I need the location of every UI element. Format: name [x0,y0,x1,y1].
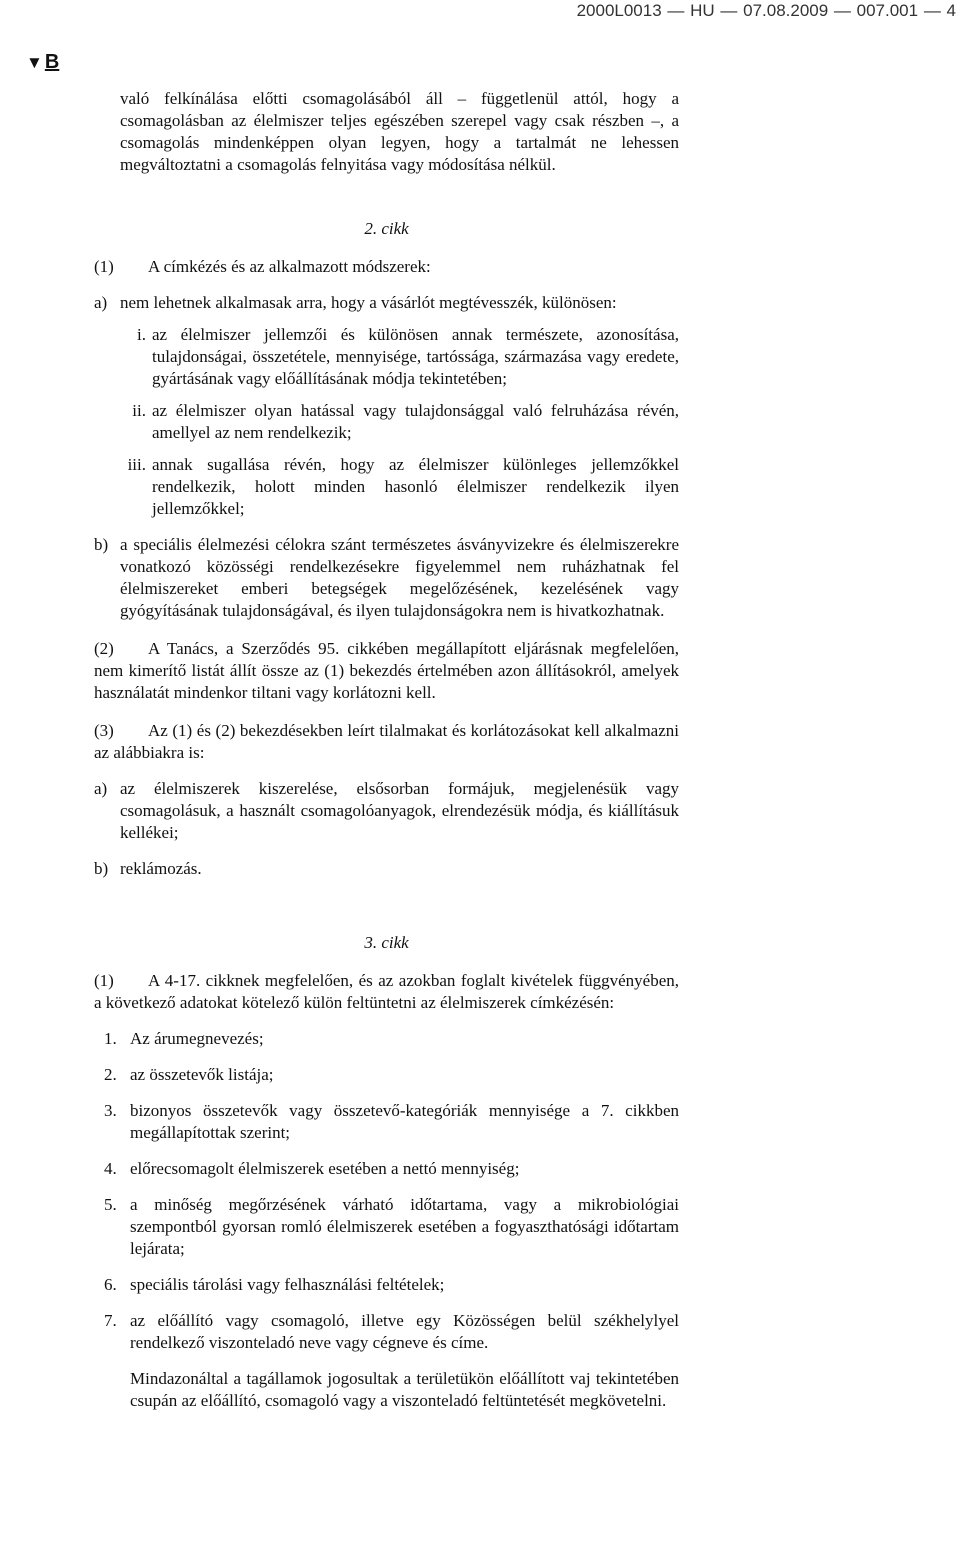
item-text: Az árumegnevezés; [130,1029,264,1048]
article-3-title: 3. cikk [364,933,409,952]
para-number: (2) [94,639,114,658]
item-label: 2. [104,1065,117,1084]
item-label: b) [94,535,109,554]
document-header: 2000L0013 — HU — 07.08.2009 — 007.001 — 4 [576,1,956,20]
article-2-para-2 [94,638,679,704]
item-text: a minőség megőrzésének várható időtartama, vagy a mikrobiológiai szempontból gyorsan romló élelmiszerek esetében a fogyaszthatósági időtartam lejárata; [130,1195,679,1258]
sub-item-text: annak sugallása révén, hogy az élelmiszer különleges jellemzőkkel rendelkezik, holott minden hasonló élelmiszer rendelkezik ilyen jellemzőkkel; [152,455,679,518]
document-body [94,88,679,1412]
item-label: 4. [104,1159,117,1178]
list-item [94,778,679,844]
sub-item-label: i. [137,325,146,344]
article-3-para-1 [94,970,679,1014]
sub-item-text: az élelmiszer jellemzői és különösen annak természete, azonosítása, tulajdonságai, összetétele, mennyisége, tartóssága, származása vagy eredete, gyártásának vagy előállításának módja tekintetében; [152,325,679,388]
numbered-item [104,1158,679,1180]
item-text: nem lehetnek alkalmasak arra, hogy a vásárlót megtévesszék, különösen: [120,293,617,312]
list-item [94,292,679,314]
item-text: az előállító vagy csomagoló, illetve egy Közösségen belül székhelylyel rendelkező viszonteladó neve vagy cégneve és címe. [130,1311,679,1352]
numbered-item [104,1064,679,1086]
article-2-para-1 [94,256,679,278]
item-text: előrecsomagolt élelmiszerek esetében a nettó mennyiség; [130,1159,520,1178]
item-label: 6. [104,1275,117,1294]
item-label: a) [94,779,108,798]
item-text: reklámozás. [120,859,202,878]
sub-item-label: iii. [127,455,146,474]
para-number: (1) [94,971,114,990]
para-text: A 4-17. cikknek megfelelően, és az azokban foglalt kivételek függvényében, a következő adatokat kötelező külön feltüntetni az élelmiszerek címkézésén: [94,971,679,1012]
triangle-down-icon: ▼ [26,53,43,72]
item-text: speciális tárolási vagy felhasználási feltételek; [130,1275,445,1294]
closing-paragraph: Mindazonáltal a tagállamok jogosultak a területükön előállított vaj tekintetében csupán az előállító, csomagoló vagy a viszonteladó feltüntetését megkövetelni. [130,1369,679,1410]
para-text: Az (1) és (2) bekezdésekben leírt tilalmakat és korlátozásokat kell alkalmazni az alábbiakra is: [94,721,679,762]
numbered-item [104,1274,679,1296]
para-number: (3) [94,721,114,740]
sub-item [120,454,679,520]
sub-item-label: ii. [132,401,146,420]
list-item [94,858,679,880]
sub-item [120,324,679,390]
item-text: bizonyos összetevők vagy összetevő-kategóriák mennyisége a 7. cikkben megállapítottak szerint; [130,1101,679,1142]
item-text: az élelmiszerek kiszerelése, elsősorban formájuk, megjelenésük vagy csomagolásuk, a használt csomagolóanyagok, elrendezésük módja, és kiállításuk kellékei; [120,779,679,842]
item-label: b) [94,859,109,878]
para-text: A Tanács, a Szerződés 95. cikkében megállapított eljárásnak megfelelően, nem kimerítő listát állít össze az (1) bekezdés értelmében azon állításokról, amelyek használatát mindenkor tiltani vagy korlátozni kell. [94,639,679,702]
item-label: 3. [104,1101,117,1120]
item-label: 7. [104,1311,117,1330]
item-label: 1. [104,1029,117,1048]
article-2-title: 2. cikk [364,219,409,238]
intro-paragraph: való felkínálása előtti csomagolásából áll – függetlenül attól, hogy a csomagolásban az élelmiszer teljes egészében szerepel vagy csak részben –, a csomagolás mindenképpen olyan legyen, hogy a tartalmát ne lehessen megváltoztatni a csomagolás felnyitása vagy módosítása nélkül. [120,89,679,174]
numbered-item [104,1310,679,1354]
para-text: A címkézés és az alkalmazott módszerek: [148,257,431,276]
numbered-item [104,1194,679,1260]
list-item [94,534,679,622]
amendment-marker [26,50,59,75]
item-label: 5. [104,1195,117,1214]
sub-item-text: az élelmiszer olyan hatással vagy tulajdonsággal való felruházása révén, amellyel az nem rendelkezik; [152,401,679,442]
numbered-item [104,1100,679,1144]
item-text: az összetevők listája; [130,1065,274,1084]
numbered-item [104,1028,679,1050]
article-2-para-3 [94,720,679,764]
para-number: (1) [94,257,114,276]
item-text: a speciális élelmezési célokra szánt természetes ásványvizekre és élelmiszerekre vonatkozó közösségi rendelkezésekre figyelemmel nem ruházhatnak fel élelmiszereket emberi betegségek megelőzésének, kezelésének vagy gyógyításának tulajdonságával, és ilyen tulajdonságokra nem is hivatkozhatnak. [120,535,679,620]
sub-item [120,400,679,444]
marker-label: B [44,51,60,73]
item-label: a) [94,293,108,312]
